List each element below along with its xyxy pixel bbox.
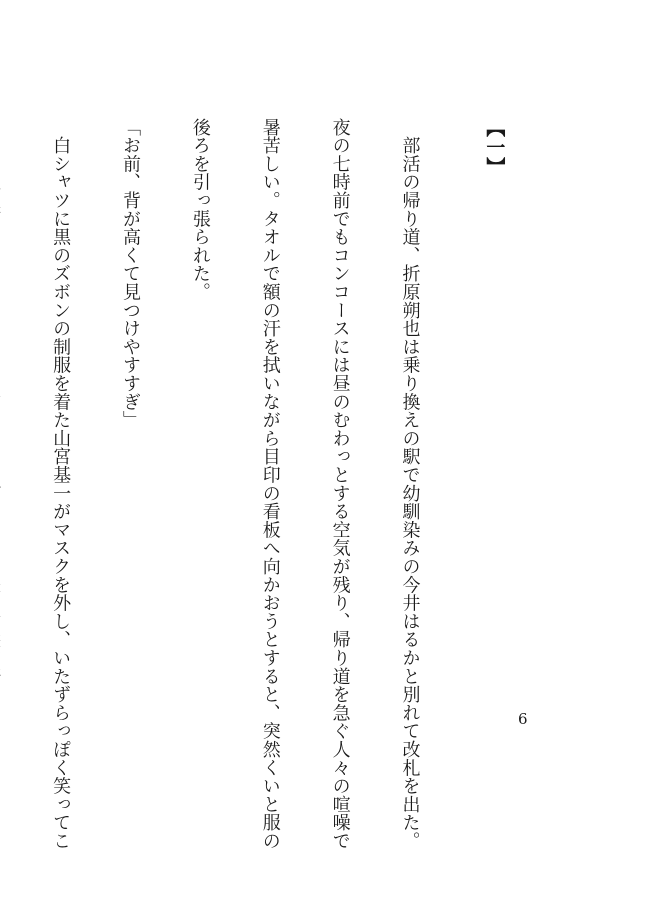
text-line: 暑苦しい。タオルで額の汗を拭いながら目印の看板へ向かおうとすると、突然くいと服の bbox=[259, 118, 281, 850]
text-line: 後ろを引っ張られた。 bbox=[189, 118, 211, 301]
page-number: 6 bbox=[518, 710, 528, 728]
text-line-content: 部活の帰り道、折原朔也は乗り換えの駅で幼馴染みの今井はるかと別れて改札を出た。 bbox=[399, 118, 421, 850]
text-line: 白シャツに黒のズボンの制服を着た山宮基一がマスクを外し、いたずらっぽく笑ってこ bbox=[50, 118, 72, 850]
text-line: 夜の七時前でもコンコースには昼のむわっとする空気が残り、帰り道を急ぐ人々の喧噪で bbox=[329, 118, 351, 850]
text-line: 「お前、背が高くて見つけやすすぎ」 bbox=[119, 118, 141, 430]
chapter-heading: 【一】 bbox=[483, 118, 506, 176]
text-line bbox=[0, 118, 2, 658]
text-line bbox=[398, 118, 421, 850]
vertical-text-body bbox=[0, 118, 552, 850]
